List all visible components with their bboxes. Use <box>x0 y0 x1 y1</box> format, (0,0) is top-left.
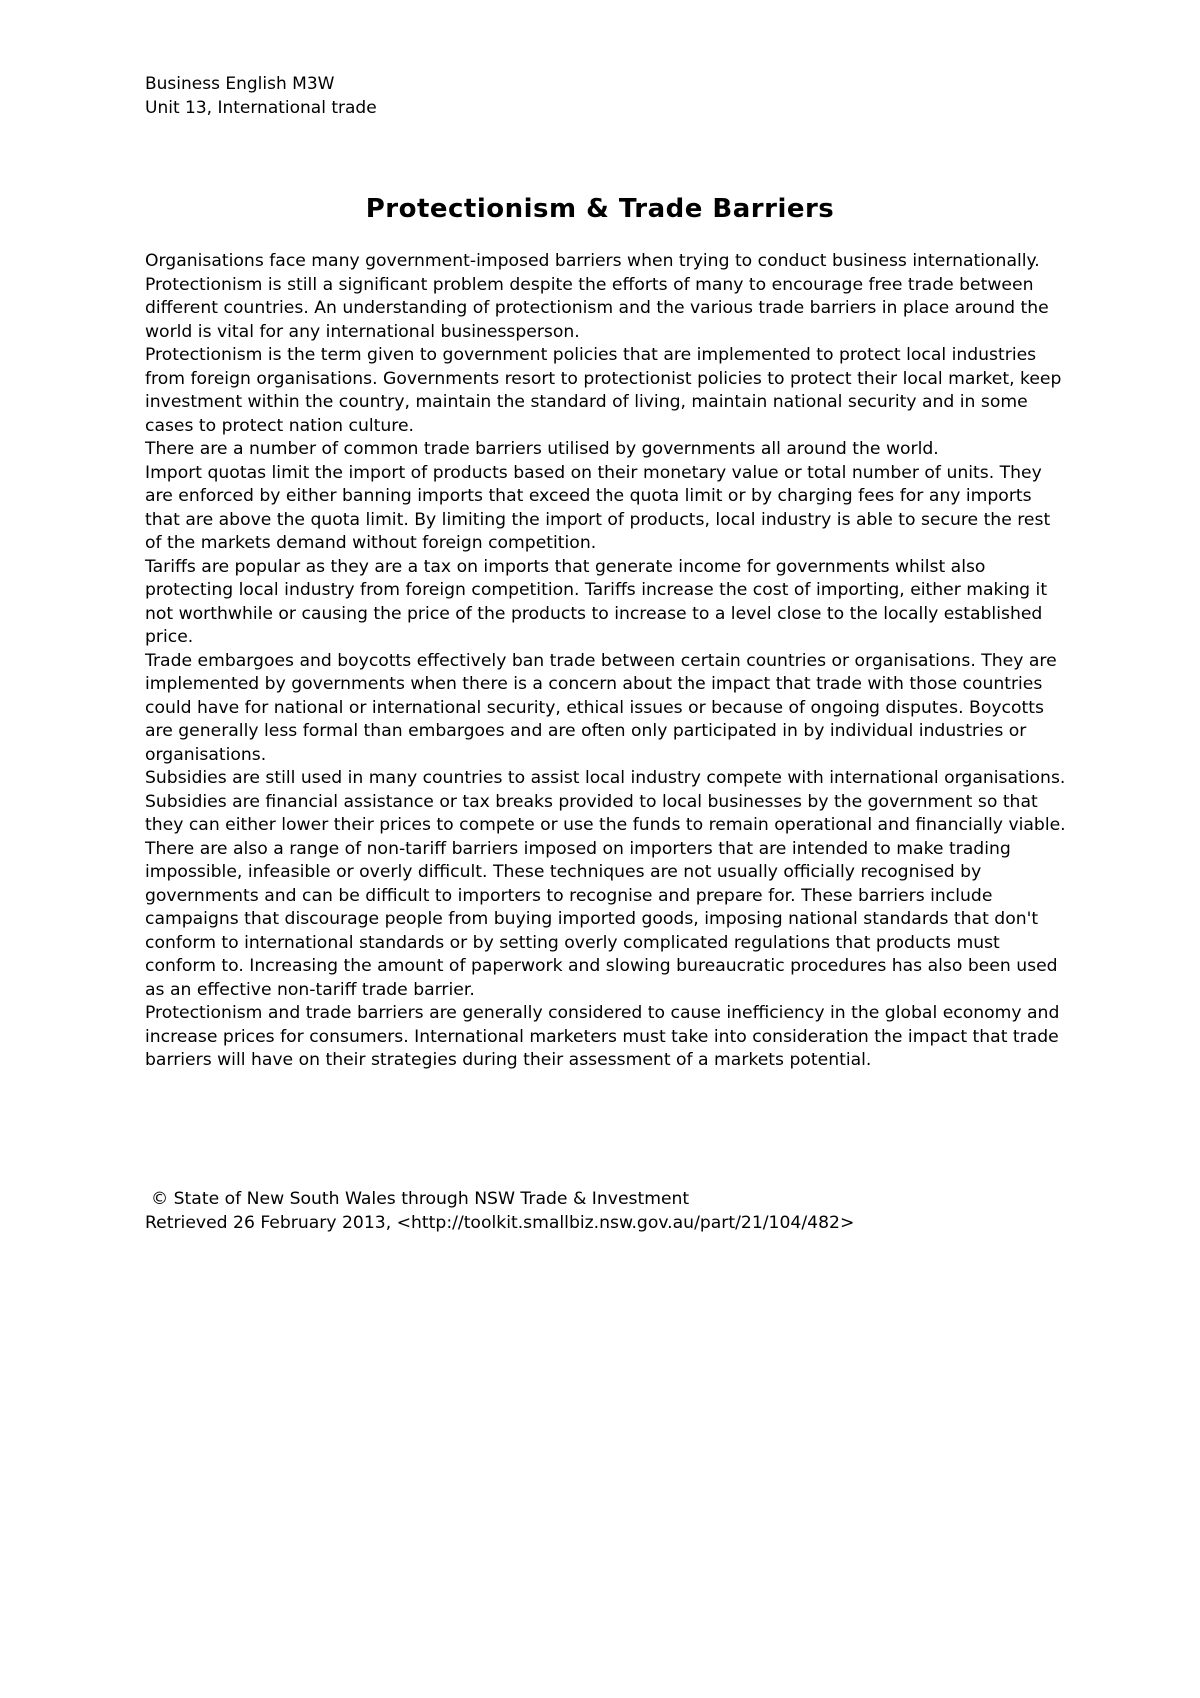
paragraph-tariffs: Tariffs are popular as they are a tax on imports that generate income for governments whilst also protecting local industry from foreign competition. Tariffs increase the cost of importing, either making it not worthwhile or causing the price of the products to increase to a level close to the locally established price. <box>145 556 1048 647</box>
article-body <box>145 250 1070 1073</box>
copyright-line: © State of New South Wales through NSW Trade & Investment <box>151 1189 690 1209</box>
page-title: Protectionism & Trade Barriers <box>365 194 835 224</box>
retrieved-line: Retrieved 26 February 2013, <http://toolkit.smallbiz.nsw.gov.au/part/21/104/482> <box>145 1213 855 1233</box>
paragraph-conclusion: Protectionism and trade barriers are generally considered to cause inefficiency in the global economy and increase prices for consumers. International marketers must take into consideration the impact that trade barriers will have on their strategies during their assessment of a markets potential. <box>145 1003 1060 1070</box>
paragraph-non-tariff-barriers: There are also a range of non-tariff barriers imposed on importers that are intended to make trading impossible, infeasible or overly difficult. These techniques are not usually officially recognised by governments and can be difficult to importers to recognise and prepare for. These barriers include campaigns that discourage people from buying imported goods, imposing national standards that don't conform to international standards or by setting overly complicated regulations that products must conform to. Increasing the amount of paperwork and slowing bureaucratic procedures has also been used as an effective non-tariff trade barrier. <box>145 838 1058 1000</box>
paragraph-protectionism-definition: Protectionism is the term given to government policies that are implemented to protect local industries from foreign organisations. Governments resort to protectionist policies to protect their local market, keep investment within the country, maintain the standard of living, maintain national security and in some cases to protect nation culture. <box>145 345 1062 436</box>
paragraph-import-quotas: Import quotas limit the import of products based on their monetary value or total number of units. They are enforced by either banning imports that exceed the quota limit or by charging fees for any imports that are above the quota limit. By limiting the import of products, local industry is able to secure the rest of the markets demand without foreign competition. <box>145 462 1051 553</box>
paragraph-common-barriers: There are a number of common trade barriers utilised by governments all around the world. <box>145 439 939 459</box>
paragraph-subsidies: Subsidies are still used in many countries to assist local industry compete with international organisations. Subsidies are financial assistance or tax breaks provided to local businesses by the government so that they can either lower their prices to compete or use the funds to remain operational and financially viable. <box>145 768 1066 835</box>
document-header <box>145 72 377 120</box>
unit-name: Unit 13, International trade <box>145 98 377 118</box>
paragraph-embargoes: Trade embargoes and boycotts effectively ban trade between certain countries or organisations. They are implemented by governments when there is a concern about the impact that trade with those countries could have for national or international security, ethical issues or because of ongoing disputes. Boycotts are generally less formal than embargoes and are often only participated in by individual industries or organisations. <box>145 650 1057 765</box>
course-name: Business English M3W <box>145 74 335 94</box>
source-citation <box>145 1187 854 1235</box>
paragraph-intro: Organisations face many government-imposed barriers when trying to conduct business internationally. Protectionism is still a significant problem despite the efforts of many to encourage free trade between different countries. An understanding of protectionism and the various trade barriers in place around the world is vital for any international businessperson. <box>145 251 1049 342</box>
